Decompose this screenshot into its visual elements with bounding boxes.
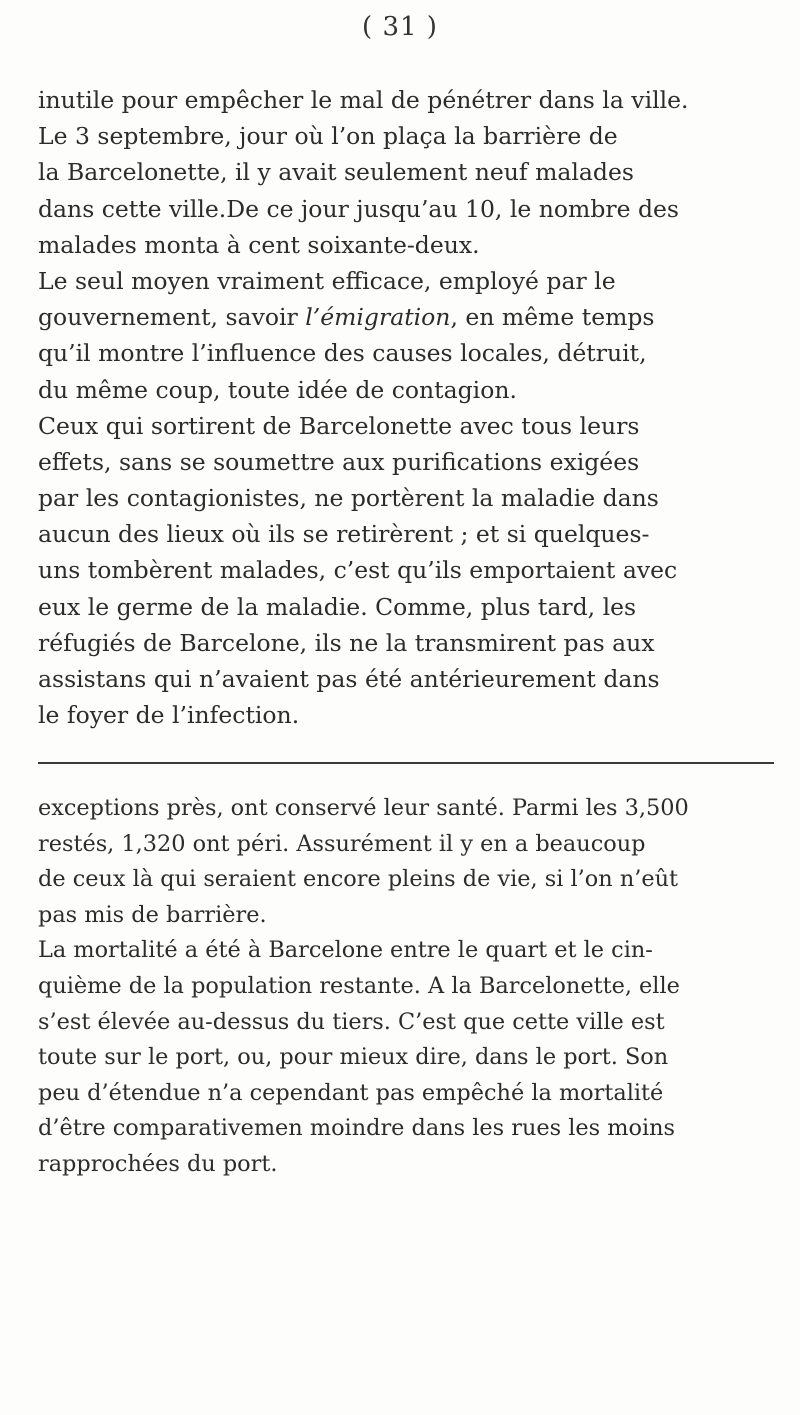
text-line: Le 3 septembre, jour où l’on plaça la barrière de [38,122,618,151]
text-line: réfugiés de Barcelone, ils ne la transmirent pas aux [38,628,655,657]
text-line: pas mis de barrière. [38,901,267,928]
text-line: s’est élevée au-dessus du tiers. C’est que cette ville est [38,1008,665,1035]
lower-text-block [38,791,780,1183]
text-line: par les contagionistes, ne portèrent la maladie dans [38,484,659,513]
text-line-end: , en même temps [450,303,655,332]
text-line: quième de la population restante. A la Barcelonette, elle [38,972,680,999]
text-line-start: gouvernement, savoir [38,303,306,332]
text-line: d’être comparativemen moindre dans les rues les moins [38,1115,676,1142]
text-line: aucun des lieux où ils se retirèrent ; et si quelques- [38,520,650,549]
text-line: uns tombèrent malades, c’est qu’ils emportaient avec [38,556,678,585]
emphasis-emigration: l’émigration [305,303,451,332]
text-line: assistans qui n’avaient pas été antérieurement dans [38,665,660,693]
text-line: inutile pour empêcher le mal de pénétrer dans la ville. [38,86,689,114]
text-line: Ceux qui sortirent de Barcelonette avec tous leurs [38,411,640,440]
section-divider [38,762,774,764]
text-line: dans cette ville.De ce jour jusqu’au 10, le nombre des [38,194,679,223]
text-line: malades monta à cent soixante-deux. [38,230,480,259]
text-line: qu’il montre l’influence des causes locales, détruit, [38,339,647,368]
text-line: la Barcelonette, il y avait seulement neuf malades [38,158,634,187]
text-line: peu d’étendue n’a cependant pas empêché la mortalité [38,1079,664,1106]
text-line-with-emphasis [38,299,780,335]
text-line: eux le germe de la maladie. Comme, plus tard, les [38,592,637,621]
text-line: de ceux là qui seraient encore pleins de vie, si l’on n’eût [38,866,679,893]
text-line: toute sur le port, ou, pour mieux dire, dans le port. Son [38,1044,669,1071]
text-line: La mortalité a été à Barcelone entre le quart et le cin- [38,937,653,964]
text-line: restés, 1,320 ont péri. Assurément il y en a beaucoup [38,830,646,857]
text-line: le foyer de l’infection. [38,701,300,730]
text-line: Le seul moyen vraiment efficace, employé par le [38,266,616,295]
text-line: effets, sans se soumettre aux purifications exigées [38,447,640,476]
text-line: exceptions près, ont conservé leur santé. Parmi les 3,500 [38,795,689,821]
upper-text-block [38,82,780,733]
page-number: ( 31 ) [362,12,438,42]
text-line: du même coup, toute idée de contagion. [38,375,517,404]
text-line: rapprochées du port. [38,1150,278,1177]
